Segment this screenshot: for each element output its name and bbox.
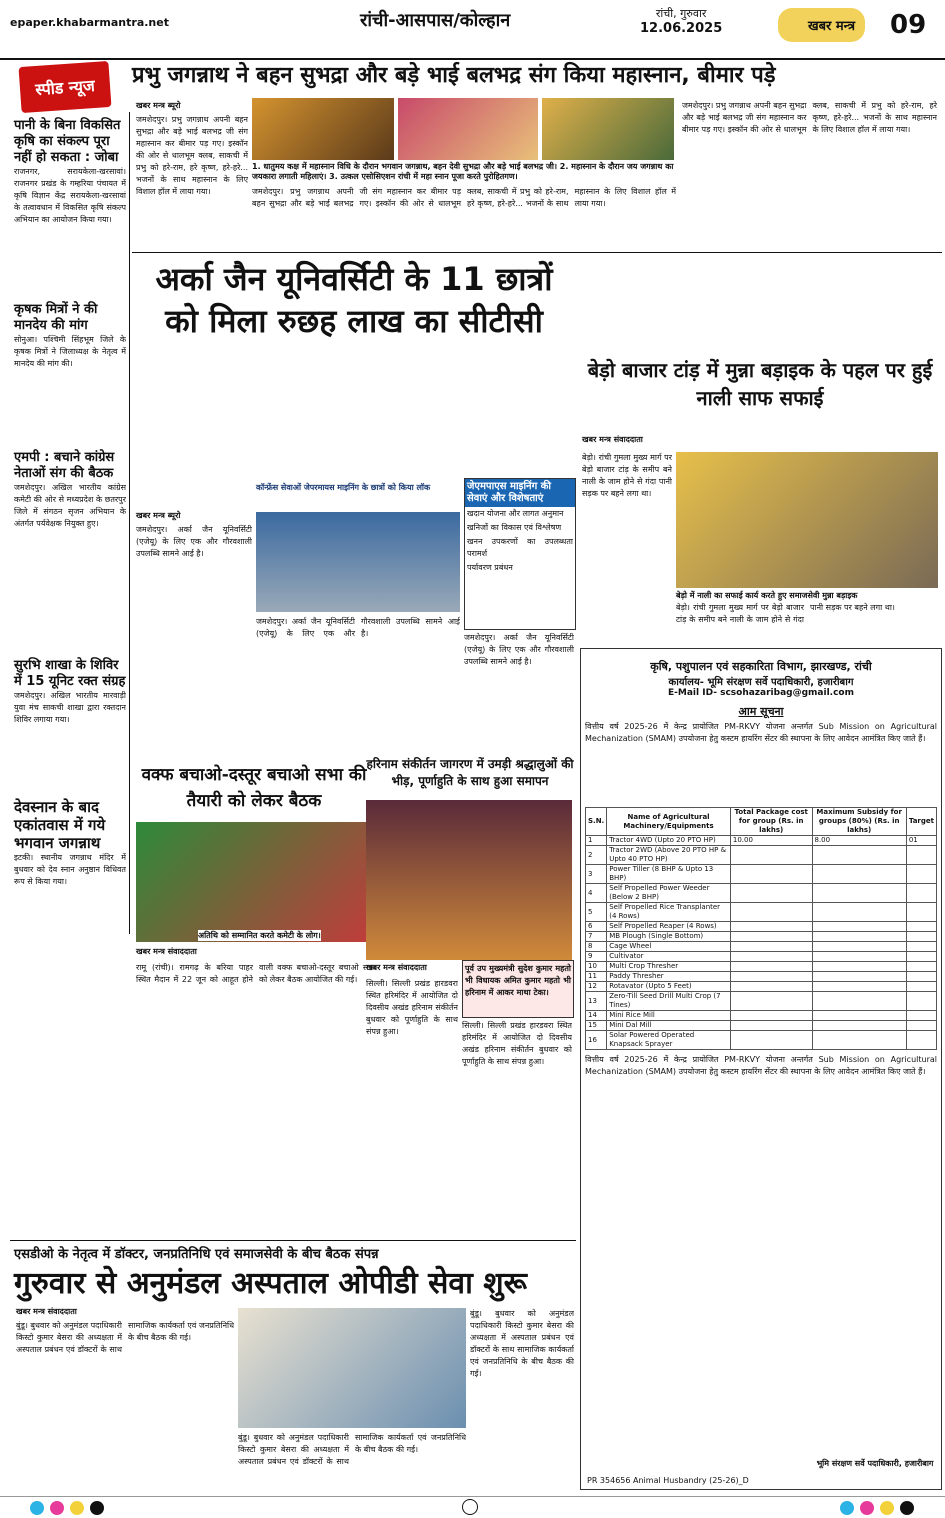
opd-body: बुंडू। बुधवार को अनुमंडल पदाधिकारी किस्टो कुमार बेसरा की अध्यक्षता में अस्पताल प्रबंधन एवं डॉक्टरों के साथ सामाजिक कार्यकर्ता एवं जनप्रतिनिधि के बीच बैठक की गई। xyxy=(16,1321,234,1354)
equipment-row xyxy=(586,865,937,884)
row-cost xyxy=(730,932,812,942)
lead-body-right: जमशेदपुर। प्रभु जगन्नाथ अपनी बहन सुभद्रा और बड़े भाई बलभद्र जी संग महास्नान कर बीमार पड़ गए। इस्कॉन की ओर से धालभूम क्लब, साकची में प्रभु को हरे-राम, हरे कृष्ण, हरे-हरे... भजनों के साथ महास्नान के लिए विशाल हॉल में लाया गया। xyxy=(682,101,937,134)
info-box-title: जेएमपाएस माइनिंग की सेवाएं और विशेषताएं xyxy=(465,479,575,507)
row-name: Mini Rice Mill xyxy=(607,1011,731,1021)
brief-body: सोनुआ। पश्चिमी सिंहभूम जिले के कृषक मित्रों ने जिलाध्यक्ष के नेतृत्व में मानदेय की मांग की। xyxy=(14,335,126,368)
brief-body: जमशेदपुर। अखिल भारतीय मारवाड़ी युवा मंच साकची शाखा द्वारा रक्तदान शिविर लगाया गया। xyxy=(14,691,126,724)
registration-mark xyxy=(840,1501,854,1515)
row-target xyxy=(906,992,936,1011)
row-name: Solar Powered Operated Knapsack Sprayer xyxy=(607,1031,731,1050)
row-subsidy xyxy=(812,952,906,962)
speed-news-logo: स्पीड न्यूज xyxy=(19,61,112,113)
col-target: Target xyxy=(906,808,936,836)
row-cost xyxy=(730,1021,812,1031)
row-subsidy xyxy=(812,992,906,1011)
row-name: Power Tiller (8 BHP & Upto 13 BHP) xyxy=(607,865,731,884)
notice-office: कार्यालय- भूमि संरक्षण सर्वे पदाधिकारी, हजारीबाग xyxy=(668,677,854,688)
arka-byline: खबर मन्त्र ब्यूरो xyxy=(136,511,181,520)
waqf-byline: खबर मन्त्र संवाददाता xyxy=(136,947,197,956)
row-subsidy xyxy=(812,865,906,884)
row-cost xyxy=(730,903,812,922)
row-cost xyxy=(730,865,812,884)
row-name: Multi Crop Thresher xyxy=(607,962,731,972)
row-name: Self Propelled Rice Transplanter (4 Rows) xyxy=(607,903,731,922)
equipment-row xyxy=(586,1031,937,1050)
equipment-row xyxy=(586,972,937,982)
row-target xyxy=(906,1011,936,1021)
lead-body: जमशेदपुर। प्रभु जगन्नाथ अपनी बहन सुभद्रा और बड़े भाई बलभद्र जी संग महास्नान कर बीमार पड़ गए। इस्कॉन की ओर से धालभूम क्लब, साकची में प्रभु को हरे-राम, हरे कृष्ण, हरे-हरे... भजनों के साथ महास्नान के लिए विशाल हॉल में लाया गया। xyxy=(136,115,248,196)
row-cost xyxy=(730,846,812,865)
row-target xyxy=(906,865,936,884)
row-subsidy xyxy=(812,922,906,932)
col-sn: S.N. xyxy=(586,808,607,836)
row-sn: 16 xyxy=(586,1031,607,1050)
row-target xyxy=(906,1021,936,1031)
site-url[interactable]: epaper.khabarmantra.net xyxy=(10,16,169,29)
row-target: 01 xyxy=(906,836,936,846)
row-sn: 12 xyxy=(586,982,607,992)
row-subsidy xyxy=(812,932,906,942)
equipment-row xyxy=(586,942,937,952)
row-target xyxy=(906,952,936,962)
row-cost xyxy=(730,942,812,952)
registration-mark xyxy=(900,1501,914,1515)
equipment-row xyxy=(586,992,937,1011)
row-subsidy: 8.00 xyxy=(812,836,906,846)
row-target xyxy=(906,942,936,952)
row-cost xyxy=(730,1031,812,1050)
opd-body-cont: बुंडू। बुधवार को अनुमंडल पदाधिकारी किस्टो कुमार बेसरा की अध्यक्षता में अस्पताल प्रबंधन एवं डॉक्टरों के साथ सामाजिक कार्यकर्ता एवं जनप्रतिनिधि के बीच बैठक की गई। xyxy=(238,1433,466,1466)
col-cost: Total Package cost for group (Rs. in lakhs) xyxy=(730,808,812,836)
opd-headline: गुरुवार से अनुमंडल अस्पताल ओपीडी सेवा शुरू xyxy=(14,1266,527,1301)
row-sn: 11 xyxy=(586,972,607,982)
row-name: Cultivator xyxy=(607,952,731,962)
divider xyxy=(132,252,942,253)
arka-body-cont: जमशेदपुर। अर्का जैन यूनिवर्सिटी (एजेयू) के लिए एक और गौरवशाली उपलब्धि सामने आई है। xyxy=(256,617,460,638)
row-cost xyxy=(730,952,812,962)
page-footer xyxy=(0,1496,945,1518)
row-subsidy xyxy=(812,942,906,952)
harinam-callout xyxy=(462,960,574,1018)
equipment-row xyxy=(586,922,937,932)
row-cost xyxy=(730,992,812,1011)
row-subsidy xyxy=(812,1021,906,1031)
equipment-row xyxy=(586,982,937,992)
row-sn: 15 xyxy=(586,1021,607,1031)
row-target xyxy=(906,972,936,982)
row-sn: 7 xyxy=(586,932,607,942)
row-target xyxy=(906,846,936,865)
row-target xyxy=(906,903,936,922)
equipment-row xyxy=(586,1011,937,1021)
lead-byline: खबर मन्त्र ब्यूरो xyxy=(136,101,181,110)
brief-title: कृषक मित्रों ने की मानदेय की मांग xyxy=(14,302,98,333)
notice-terms: वित्तीय वर्ष 2025-26 में केन्द्र प्रायोजित PM-RKVY योजना अन्तर्गत Sub Mission on Agricultural Mechanization (SMAM) उपयोजना हेतु कस्टम हायरिंग सेंटर की स्थापना के लिए आवेदन आमंत्रित किए जाते हैं। xyxy=(585,1055,937,1076)
info-box-item: खनिजों का विकास एवं विश्लेषण xyxy=(467,523,562,532)
notice-pr: PR 354656 Animal Husbandry (25-26)_D xyxy=(587,1476,749,1485)
equipment-row xyxy=(586,884,937,903)
harinam-body: सिल्ली। सिल्ली प्रखंड हारडवरा स्थित हरिमंदिर में आयोजित दो दिवसीय अखंड हरिनाम संकीर्तन बुधवार को पूर्णाहुति के साथ संपन्न हुआ। xyxy=(366,979,458,1036)
brief-title: एमपी : बचाने कांग्रेस नेताओं संग की बैठक xyxy=(14,450,115,481)
row-name: MB Plough (Single Bottom) xyxy=(607,932,731,942)
row-cost xyxy=(730,962,812,972)
row-subsidy xyxy=(812,982,906,992)
lead-body-cont: जमशेदपुर। प्रभु जगन्नाथ अपनी बहन सुभद्रा और बड़े भाई बलभद्र जी संग महास्नान कर बीमार पड़ गए। इस्कॉन की ओर से धालभूम क्लब, साकची में प्रभु को हरे-राम, हरे कृष्ण, हरे-हरे... भजनों के साथ महास्नान के लिए विशाल हॉल में लाया गया। xyxy=(252,187,676,208)
row-subsidy xyxy=(812,884,906,903)
info-box-item: खदान योजना और लागत अनुमान xyxy=(467,509,564,518)
row-subsidy xyxy=(812,962,906,972)
row-sn: 10 xyxy=(586,962,607,972)
row-sn: 14 xyxy=(586,1011,607,1021)
row-cost xyxy=(730,922,812,932)
notice-title: आम सूचना xyxy=(738,705,784,718)
registration-mark xyxy=(70,1501,84,1515)
row-name: Rotavator (Upto 5 Feet) xyxy=(607,982,731,992)
arka-body: जमशेदपुर। अर्का जैन यूनिवर्सिटी (एजेयू) के लिए एक और गौरवशाली उपलब्धि सामने आई है। xyxy=(136,525,252,558)
edition-title: रांची-आसपास/कोल्हान xyxy=(360,10,511,31)
row-sn: 9 xyxy=(586,952,607,962)
brand-badge: खबर मन्त्र xyxy=(778,8,865,42)
row-target xyxy=(906,922,936,932)
bera-byline: खबर मन्त्र संवाददाता xyxy=(582,435,643,444)
equipment-row xyxy=(586,932,937,942)
row-sn: 13 xyxy=(586,992,607,1011)
column-rule xyxy=(129,112,130,934)
row-target xyxy=(906,884,936,903)
waqf-photo-caption: अतिथि को सम्मानित करते कमेटी के लोग। xyxy=(198,931,321,940)
row-name: Paddy Thresher xyxy=(607,972,731,982)
row-cost: 10.00 xyxy=(730,836,812,846)
col-name: Name of Agricultural Machinery/Equipments xyxy=(607,808,731,836)
notice-email[interactable]: E-Mail ID- scsohazaribag@gmail.com xyxy=(668,688,854,698)
equipment-row xyxy=(586,836,937,846)
opd-byline: खबर मन्त्र संवाददाता xyxy=(16,1307,77,1316)
waqf-headline: वक्फ बचाओ-दस्तूर बचाओ सभा की तैयारी को लेकर बैठक xyxy=(141,765,367,811)
row-cost xyxy=(730,1011,812,1021)
arka-headline: अर्का जैन यूनिवर्सिटी के 11 छात्रों को मिला रुछह लाख का सीटीसी xyxy=(155,260,553,340)
row-name: Tractor 2WD (Above 20 PTO HP & Upto 40 PTO HP) xyxy=(607,846,731,865)
equipment-rows xyxy=(586,836,937,1050)
row-subsidy xyxy=(812,846,906,865)
notice-signature: भूमि संरक्षण सर्वे पदाधिकारी, हजारीबाग xyxy=(816,1459,934,1468)
harinam-body-cont: सिल्ली। सिल्ली प्रखंड हारडवरा स्थित हरिमंदिर में आयोजित दो दिवसीय अखंड हरिनाम संकीर्तन बुधवार को पूर्णाहुति के साथ संपन्न हुआ। xyxy=(462,1021,572,1066)
brief-body: राजनगर, सरायकेला-खरसावां। राजनगर प्रखंड के गम्हरिया पंचायत में कृषि विज्ञान केंद्र सरायकेला-खरसावां के तत्वावधान में विकसित कृषि संकल्प अभियान का आयोजन किया गया। xyxy=(14,167,126,224)
brief-title: देवस्नान के बाद एकांतवास में गये भगवान जगन्नाथ xyxy=(14,798,106,852)
row-name: Mini Dal Mill xyxy=(607,1021,731,1031)
row-sn: 4 xyxy=(586,884,607,903)
row-target xyxy=(906,962,936,972)
arka-photo-caption: कॉन्फ्रेंस सेवाओं जेपरमायस माइनिंग के छात्रों को किया लॉक xyxy=(256,483,431,492)
row-cost xyxy=(730,972,812,982)
row-subsidy xyxy=(812,1011,906,1021)
equipment-row xyxy=(586,903,937,922)
info-box-item: खनन उपकरणों का उपलब्धता परामर्श xyxy=(467,537,573,558)
opd-body-right: बुंडू। बुधवार को अनुमंडल पदाधिकारी किस्टो कुमार बेसरा की अध्यक्षता में अस्पताल प्रबंधन एवं डॉक्टरों के साथ सामाजिक कार्यकर्ता एवं जनप्रतिनिधि के बीच बैठक की गई। xyxy=(470,1309,574,1378)
notice-dept: कृषि, पशुपालन एवं सहकारिता विभाग, झारखण्ड, रांची xyxy=(650,660,872,673)
harinam-photo xyxy=(366,800,572,960)
row-name: Tractor 4WD (Upto 20 PTO HP) xyxy=(607,836,731,846)
notice-intro: वित्तीय वर्ष 2025-26 में केन्द्र प्रायोजित PM-RKVY योजना अन्तर्गत Sub Mission on Agricultural Mechanization (SMAM) उपयोजना हेतु कस्टम हायरिंग सेंटर की स्थापना के लिए आवेदन आमंत्रित किए जाते हैं। xyxy=(585,722,937,743)
row-name: Self Propelled Power Weeder (Below 2 BHP) xyxy=(607,884,731,903)
harinam-byline: खबर मन्त्र संवाददाता xyxy=(366,963,427,972)
brief-title: पानी के बिना विकसित कृषि का संकल्प पूरा नहीं हो सकता : जोबा xyxy=(14,118,121,165)
opd-photo xyxy=(238,1308,466,1428)
harinam-headline: हरिनाम संकीर्तन जागरण में उमड़ी श्रद्धालुओं की भीड़, पूर्णाहुति के साथ हुआ समापन xyxy=(366,757,574,788)
lead-headline: प्रभु जगन्नाथ ने बहन सुभद्रा और बड़े भाई बलभद्र संग किया महास्नान, बीमार पड़े xyxy=(132,63,776,88)
govt-notice xyxy=(580,648,942,1490)
row-name: Cage Wheel xyxy=(607,942,731,952)
bera-body-cont: बेड़ो। रांची गुमला मुख्य मार्ग पर बेड़ो बाजार टांड़ के समीप बने नाली के जाम होने से गंदा पानी सड़क पर बहने लगा था। xyxy=(676,603,895,624)
row-sn: 5 xyxy=(586,903,607,922)
row-target xyxy=(906,932,936,942)
row-sn: 2 xyxy=(586,846,607,865)
lead-photo-caption: 1. धातुमय कक्ष में महास्नान विधि के दौरान भगवान जगन्नाथ, बहन देवी सुभद्रा और बड़े भाई बलभद्र जी। 2. महास्नान के दौरान जय जगन्नाथ का जयकारा लगाती महिलाएं। 3. उत्कल एसोसिएशन रांची में महा स्नान पूजा करते पुरोहितगण। xyxy=(252,162,674,181)
bera-photo-caption: बेड़ो में नाली का सफाई कार्य करते हुए समाजसेवी मुन्ना बड़ाइक xyxy=(676,591,858,600)
registration-mark xyxy=(880,1501,894,1515)
issue-date: 12.06.2025 xyxy=(640,21,723,36)
row-subsidy xyxy=(812,1031,906,1050)
brief-title: सुरभि शाखा के शिविर में 15 यूनिट रक्त संग्रह xyxy=(14,658,126,689)
brief-body: इटकी। स्थानीय जगन्नाथ मंदिर में बुधवार को देव स्नान अनुष्ठान विधिवत रूप से किया गया। xyxy=(14,853,126,886)
row-sn: 8 xyxy=(586,942,607,952)
bera-photo xyxy=(676,452,938,588)
callout-text: पूर्व उप मुख्यमंत्री सुदेश कुमार महतो भी विधायक अमित कुमार महतो भी हरिनाम में आकर माथा टेका। xyxy=(465,964,571,997)
row-target xyxy=(906,1031,936,1050)
arka-info-box xyxy=(464,478,576,630)
bera-body: बेड़ो। रांची गुमला मुख्य मार्ग पर बेड़ो बाजार टांड़ के समीप बने नाली के जाम होने से गंदा पानी सड़क पर बहने लगा था। xyxy=(582,453,672,498)
equipment-table xyxy=(585,807,937,1050)
registration-mark xyxy=(90,1501,104,1515)
row-sn: 1 xyxy=(586,836,607,846)
registration-mark xyxy=(50,1501,64,1515)
row-subsidy xyxy=(812,903,906,922)
row-name: Zero-Till Seed Drill Multi Crop (7 Tines) xyxy=(607,992,731,1011)
divider xyxy=(10,1240,576,1241)
equipment-row xyxy=(586,962,937,972)
date-block xyxy=(640,6,722,36)
row-sn: 3 xyxy=(586,865,607,884)
opd-kicker: एसडीओ के नेतृत्व में डॉक्टर, जनप्रतिनिधि एवं समाजसेवी के बीच बैठक संपन्न xyxy=(14,1247,379,1262)
crosshair-icon xyxy=(462,1499,478,1515)
equipment-row xyxy=(586,1021,937,1031)
col-subsidy: Maximum Subsidy for groups (80%) (Rs. in lakhs) xyxy=(812,808,906,836)
briefs-column xyxy=(14,118,126,1112)
lead-photo-1 xyxy=(252,98,394,160)
registration-mark xyxy=(30,1501,44,1515)
waqf-body: रामू (रांची)। रामगढ़ के बरिया पाहर स्थित मैदान में 22 जून को आहूत होने वाली वक्फ बचाओ-दस्तूर बचाओ सभा को लेकर बैठक आयोजित की गई। xyxy=(136,963,376,984)
arka-body-box-below: जमशेदपुर। अर्का जैन यूनिवर्सिटी (एजेयू) के लिए एक और गौरवशाली उपलब्धि सामने आई है। xyxy=(464,633,574,666)
lead-photo-3 xyxy=(542,98,674,160)
city-day: रांची, गुरुवार xyxy=(655,7,707,20)
page-number: 09 xyxy=(890,10,927,40)
row-cost xyxy=(730,884,812,903)
row-cost xyxy=(730,982,812,992)
row-name: Self Propelled Reaper (4 Rows) xyxy=(607,922,731,932)
registration-mark xyxy=(860,1501,874,1515)
arka-photo xyxy=(256,512,460,612)
info-box-item: पर्यावरण प्रबंधन xyxy=(467,563,513,572)
row-sn: 6 xyxy=(586,922,607,932)
bera-headline: बेड़ो बाजार टांड़ में मुन्ना बड़ाइक के पहल पर हुई नाली साफ सफाई xyxy=(587,358,933,410)
equipment-row xyxy=(586,952,937,962)
brief-body: जमशेदपुर। अखिल भारतीय कांग्रेस कमेटी की ओर से मध्यप्रदेश के छतरपुर जिले में संगठन सृजन अभियान के अंतर्गत पर्यवेक्षक नियुक्त हुए। xyxy=(14,483,126,528)
lead-photo-2 xyxy=(398,98,538,160)
equipment-row xyxy=(586,846,937,865)
row-subsidy xyxy=(812,972,906,982)
page-header xyxy=(0,0,945,60)
waqf-photo xyxy=(136,822,374,942)
row-target xyxy=(906,982,936,992)
